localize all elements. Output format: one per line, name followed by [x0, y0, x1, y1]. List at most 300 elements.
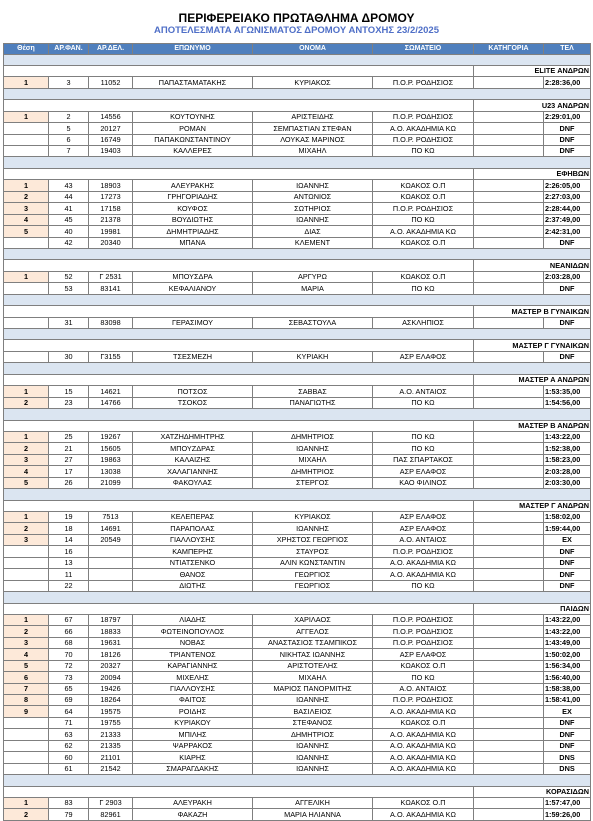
license-cell: 14556	[89, 111, 133, 122]
position-cell	[4, 317, 49, 328]
bib-cell: 5	[49, 123, 89, 134]
surname-cell: ΝΤΙΑΤΣΕΝΚΟ	[133, 557, 253, 568]
category-blank	[4, 340, 474, 351]
surname-cell: ΚΑΛΛΕΡΕΣ	[133, 146, 253, 157]
name-cell: ΚΥΡΙΑΚΟΣ	[253, 77, 373, 88]
surname-cell: ΤΣΟΚΟΣ	[133, 397, 253, 408]
bib-cell: 71	[49, 717, 89, 728]
category-cell	[474, 729, 544, 740]
club-cell: Α.Ο. ΑΝΤΑΙΟΣ	[373, 386, 474, 397]
time-cell: 2:03:30,00	[544, 477, 591, 488]
surname-cell: ΦΩΤΕΙΝΟΠΟΥΛΟΣ	[133, 626, 253, 637]
bib-cell: 26	[49, 477, 89, 488]
table-row	[4, 271, 591, 282]
category-cell	[474, 672, 544, 683]
name-cell: ΣΕΒΑΣΤΟΥΛΑ	[253, 317, 373, 328]
table-row	[4, 763, 591, 774]
results-table	[3, 43, 591, 821]
table-row	[4, 580, 591, 591]
surname-cell: ΡΟΜΑΝ	[133, 123, 253, 134]
position-cell: 1	[4, 797, 49, 808]
club-cell: Π.Ο.Ρ. ΡΟΔΗΣΙΟΣ	[373, 77, 474, 88]
bib-cell: 60	[49, 752, 89, 763]
time-cell: 2:26:05,00	[544, 180, 591, 191]
bib-cell: 22	[49, 580, 89, 591]
surname-cell: ΚΑΡΑΓΙΑΝΝΗΣ	[133, 660, 253, 671]
category-blank	[4, 500, 474, 511]
position-cell: 8	[4, 695, 49, 706]
category-blank	[4, 786, 474, 797]
license-cell: 11052	[89, 77, 133, 88]
club-cell: ΚΩΑΚΟΣ Ο.Π	[373, 191, 474, 202]
category-spacer	[4, 592, 591, 603]
category-blank	[4, 420, 474, 431]
position-cell: 3	[4, 637, 49, 648]
position-cell: 2	[4, 397, 49, 408]
position-cell: 5	[4, 226, 49, 237]
table-row	[4, 557, 591, 568]
club-cell: ΠΟ ΚΩ	[373, 283, 474, 294]
category-row	[4, 306, 591, 317]
name-cell: ΣΤΕΦΑΝΟΣ	[253, 717, 373, 728]
club-cell: Α.Ο. ΑΚΑΔΗΜΙΑ ΚΩ	[373, 569, 474, 580]
spacer-cell	[4, 54, 591, 65]
position-cell	[4, 729, 49, 740]
surname-cell: ΤΡΙΑΝΤΕΝΟΣ	[133, 649, 253, 660]
position-cell: 4	[4, 214, 49, 225]
category-cell	[474, 237, 544, 248]
time-cell: 1:43:22,00	[544, 614, 591, 625]
surname-cell: ΠΑΡΑΠΟΛΑΣ	[133, 523, 253, 534]
category-row	[4, 786, 591, 797]
page-subtitle: ΑΠΟΤΕΛΕΣΜΑΤΑ ΑΓΩΝΙΣΜΑΤΟΣ ΔΡΟΜΟΥ ΑΝΤΟΧΗΣ 23/2/2025	[154, 25, 439, 36]
time-cell: 1:57:47,00	[544, 797, 591, 808]
time-cell: 1:58:41,00	[544, 695, 591, 706]
license-cell: 17158	[89, 203, 133, 214]
spacer-cell	[4, 294, 591, 305]
category-cell	[474, 797, 544, 808]
table-row	[4, 134, 591, 145]
category-row	[4, 420, 591, 431]
name-cell: ΝΙΚΗΤΑΣ ΙΩΑΝΝΗΣ	[253, 649, 373, 660]
bib-cell: 42	[49, 237, 89, 248]
table-row	[4, 717, 591, 728]
club-cell: Π.Ο.Ρ. ΡΟΔΗΣΙΟΣ	[373, 203, 474, 214]
license-cell: 13038	[89, 466, 133, 477]
name-cell: ΣΕΜΠΑΣΤΙΑΝ ΣΤΕΦΑΝ	[253, 123, 373, 134]
name-cell: ΔΗΜΗΤΡΙΟΣ	[253, 729, 373, 740]
bib-cell: 43	[49, 180, 89, 191]
position-cell: 2	[4, 626, 49, 637]
time-cell: 2:27:03,00	[544, 191, 591, 202]
table-row	[4, 317, 591, 328]
surname-cell: ΠΟΤΣΟΣ	[133, 386, 253, 397]
club-cell: Π.Ο.Ρ. ΡΟΔΗΣΙΟΣ	[373, 626, 474, 637]
category-cell	[474, 191, 544, 202]
position-cell: 7	[4, 683, 49, 694]
position-cell: 5	[4, 660, 49, 671]
time-cell: DNF	[544, 557, 591, 568]
license-cell: 19755	[89, 717, 133, 728]
name-cell: ΜΑΡΙΟΣ ΠΑΝΟΡΜΙΤΗΣ	[253, 683, 373, 694]
table-row	[4, 386, 591, 397]
name-cell: ΔΙΑΣ	[253, 226, 373, 237]
time-cell: DNF	[544, 580, 591, 591]
category-label: ΠΑΙΔΩΝ	[474, 603, 591, 614]
spacer-cell	[4, 88, 591, 99]
category-cell	[474, 740, 544, 751]
bib-cell: 62	[49, 740, 89, 751]
bib-cell: 65	[49, 683, 89, 694]
category-label: U23 ΑΝΔΡΩΝ	[474, 100, 591, 111]
license-cell: 18797	[89, 614, 133, 625]
license-cell: 83141	[89, 283, 133, 294]
category-cell	[474, 683, 544, 694]
position-cell	[4, 763, 49, 774]
table-row	[4, 569, 591, 580]
category-cell	[474, 77, 544, 88]
table-row	[4, 614, 591, 625]
category-spacer	[4, 489, 591, 500]
surname-cell: ΜΠΟΥΖΔΡΑΣ	[133, 443, 253, 454]
name-cell: ΙΩΑΝΝΗΣ	[253, 752, 373, 763]
category-row	[4, 340, 591, 351]
position-cell: 1	[4, 180, 49, 191]
bib-cell: 45	[49, 214, 89, 225]
category-cell	[474, 111, 544, 122]
bib-cell: 69	[49, 695, 89, 706]
time-cell: 1:59:44,00	[544, 523, 591, 534]
category-spacer	[4, 363, 591, 374]
time-cell: DNS	[544, 763, 591, 774]
time-cell: 1:43:22,00	[544, 626, 591, 637]
surname-cell: ΜΠΟΥΣΔΡΑ	[133, 271, 253, 282]
category-cell	[474, 123, 544, 134]
bib-cell: 17	[49, 466, 89, 477]
category-cell	[474, 626, 544, 637]
category-cell	[474, 512, 544, 523]
license-cell: 18903	[89, 180, 133, 191]
time-cell: DNF	[544, 134, 591, 145]
table-row	[4, 672, 591, 683]
column-header-club: ΣΩΜΑΤΕΙΟ	[373, 44, 474, 55]
bib-cell: 61	[49, 763, 89, 774]
club-cell: Π.Ο.Ρ. ΡΟΔΗΣΙΟΣ	[373, 546, 474, 557]
table-header-row	[4, 44, 591, 55]
surname-cell: ΚΑΜΠΕΡΗΣ	[133, 546, 253, 557]
category-cell	[474, 180, 544, 191]
club-cell: ΚΑΟ ΦΙΛΙΝΟΣ	[373, 477, 474, 488]
table-row	[4, 123, 591, 134]
club-cell: ΠΟ ΚΩ	[373, 443, 474, 454]
column-header-license: ΑΡ.ΔΕΛ.	[89, 44, 133, 55]
position-cell: 9	[4, 706, 49, 717]
name-cell: ΚΥΡΙΑΚΗ	[253, 351, 373, 362]
name-cell: ΓΕΩΡΓΙΟΣ	[253, 569, 373, 580]
page-title: ΠΕΡΙΦΕΡΕΙΑΚΟ ΠΡΩΤΑΘΛΗΜΑ ΔΡΟΜΟΥ	[178, 11, 415, 25]
club-cell: ΠΑΣ ΣΠΑΡΤΑΚΟΣ	[373, 454, 474, 465]
table-row	[4, 683, 591, 694]
category-label: ΚΟΡΑΣΙΔΩΝ	[474, 786, 591, 797]
table-row	[4, 214, 591, 225]
license-cell: 21099	[89, 477, 133, 488]
position-cell: 5	[4, 477, 49, 488]
time-cell: 1:43:22,00	[544, 431, 591, 442]
license-cell: 21542	[89, 763, 133, 774]
category-spacer	[4, 88, 591, 99]
license-cell: 14621	[89, 386, 133, 397]
category-row	[4, 100, 591, 111]
category-cell	[474, 203, 544, 214]
club-cell: ΠΟ ΚΩ	[373, 580, 474, 591]
club-cell: ΑΣΚΛΗΠΙΟΣ	[373, 317, 474, 328]
category-label: ΜΑΣΤΕΡ Γ ΓΥΝΑΙΚΩΝ	[474, 340, 591, 351]
category-cell	[474, 226, 544, 237]
surname-cell: ΡΟΙΔΗΣ	[133, 706, 253, 717]
license-cell: 20127	[89, 123, 133, 134]
position-cell	[4, 752, 49, 763]
name-cell: ΣΑΒΒΑΣ	[253, 386, 373, 397]
time-cell: DNF	[544, 283, 591, 294]
license-cell: 18264	[89, 695, 133, 706]
category-blank	[4, 603, 474, 614]
category-cell	[474, 717, 544, 728]
table-row	[4, 397, 591, 408]
license-cell: 14766	[89, 397, 133, 408]
position-cell	[4, 134, 49, 145]
time-cell: DNF	[544, 717, 591, 728]
name-cell: ΙΩΑΝΝΗΣ	[253, 523, 373, 534]
position-cell: 3	[4, 454, 49, 465]
position-cell: 2	[4, 523, 49, 534]
bib-cell: 31	[49, 317, 89, 328]
name-cell: ΜΑΡΙΑ ΗΛΙΑΝΝΑ	[253, 809, 373, 820]
surname-cell: ΨΑΡΡΑΚΟΣ	[133, 740, 253, 751]
category-label: ΜΑΣΤΕΡ Α ΑΝΔΡΩΝ	[474, 374, 591, 385]
category-spacer	[4, 409, 591, 420]
category-cell	[474, 431, 544, 442]
category-spacer	[4, 775, 591, 786]
club-cell: ΑΣΡ ΕΛΑΦΟΣ	[373, 649, 474, 660]
bib-cell: 63	[49, 729, 89, 740]
club-cell: ΚΩΑΚΟΣ Ο.Π	[373, 660, 474, 671]
table-row	[4, 203, 591, 214]
bib-cell: 13	[49, 557, 89, 568]
surname-cell: ΧΑΤΖΗΔΗΜΗΤΡΗΣ	[133, 431, 253, 442]
surname-cell: ΚΕΛΕΠΕΡΑΣ	[133, 512, 253, 523]
category-blank	[4, 168, 474, 179]
surname-cell: ΚΑΛΑΙΖΗΣ	[133, 454, 253, 465]
license-cell: 83098	[89, 317, 133, 328]
category-cell	[474, 649, 544, 660]
table-row	[4, 226, 591, 237]
time-cell: 1:56:34,00	[544, 660, 591, 671]
club-cell: ΑΣΡ ΕΛΑΦΟΣ	[373, 512, 474, 523]
time-cell: DNS	[544, 752, 591, 763]
license-cell: 7513	[89, 512, 133, 523]
table-row	[4, 111, 591, 122]
time-cell: 2:42:31,00	[544, 226, 591, 237]
category-cell	[474, 443, 544, 454]
license-cell	[89, 569, 133, 580]
license-cell: 19403	[89, 146, 133, 157]
table-row	[4, 191, 591, 202]
bib-cell: 23	[49, 397, 89, 408]
license-cell: 21333	[89, 729, 133, 740]
position-cell	[4, 717, 49, 728]
time-cell: DNF	[544, 351, 591, 362]
table-row	[4, 466, 591, 477]
category-blank	[4, 65, 474, 76]
category-label: ELITE ΑΝΔΡΩΝ	[474, 65, 591, 76]
name-cell: ΚΛΕΜΕΝΤ	[253, 237, 373, 248]
license-cell: 15605	[89, 443, 133, 454]
category-cell	[474, 271, 544, 282]
license-cell: 19863	[89, 454, 133, 465]
name-cell: ΙΩΑΝΝΗΣ	[253, 214, 373, 225]
position-cell: 1	[4, 77, 49, 88]
column-header-name: ΟΝΟΜΑ	[253, 44, 373, 55]
category-cell	[474, 214, 544, 225]
surname-cell: ΘΑΝΟΣ	[133, 569, 253, 580]
surname-cell: ΦΑΙΤΟΣ	[133, 695, 253, 706]
time-cell: 1:58:38,00	[544, 683, 591, 694]
time-cell: 1:58:23,00	[544, 454, 591, 465]
position-cell: 2	[4, 443, 49, 454]
name-cell: ΛΟΥΚΑΣ ΜΑΡΙΝΟΣ	[253, 134, 373, 145]
category-cell	[474, 695, 544, 706]
category-cell	[474, 580, 544, 591]
table-row	[4, 740, 591, 751]
position-cell	[4, 580, 49, 591]
column-header-time: ΤΕΛ	[544, 44, 591, 55]
time-cell: 2:28:36,00	[544, 77, 591, 88]
bib-cell: 52	[49, 271, 89, 282]
name-cell: ΓΕΩΡΓΙΟΣ	[253, 580, 373, 591]
club-cell: Α.Ο. ΑΚΑΔΗΜΙΑ ΚΩ	[373, 809, 474, 820]
bib-cell: 68	[49, 637, 89, 648]
spacer-cell	[4, 592, 591, 603]
license-cell	[89, 580, 133, 591]
license-cell: 21378	[89, 214, 133, 225]
category-label: ΕΦΗΒΩΝ	[474, 168, 591, 179]
category-label: ΜΑΣΤΕΡ Γ ΑΝΔΡΩΝ	[474, 500, 591, 511]
name-cell: ΙΩΑΝΝΗΣ	[253, 443, 373, 454]
position-cell: 1	[4, 271, 49, 282]
table-row	[4, 180, 591, 191]
column-header-category: ΚΑΤΗΓΟΡΙΑ	[474, 44, 544, 55]
surname-cell: ΒΟΥΔΙΩΤΗΣ	[133, 214, 253, 225]
license-cell: 20340	[89, 237, 133, 248]
club-cell: Π.Ο.Ρ. ΡΟΔΗΣΙΟΣ	[373, 134, 474, 145]
category-spacer	[4, 157, 591, 168]
name-cell: ΣΤΑΥΡΟΣ	[253, 546, 373, 557]
table-row	[4, 649, 591, 660]
category-cell	[474, 146, 544, 157]
category-cell	[474, 637, 544, 648]
category-cell	[474, 546, 544, 557]
bib-cell: 18	[49, 523, 89, 534]
position-cell: 1	[4, 386, 49, 397]
category-row	[4, 374, 591, 385]
time-cell: DNF	[544, 569, 591, 580]
position-cell	[4, 546, 49, 557]
club-cell: ΠΟ ΚΩ	[373, 146, 474, 157]
bib-cell: 11	[49, 569, 89, 580]
license-cell: 21101	[89, 752, 133, 763]
position-cell	[4, 557, 49, 568]
club-cell: Α.Ο. ΑΚΑΔΗΜΙΑ ΚΩ	[373, 557, 474, 568]
category-cell	[474, 660, 544, 671]
category-cell	[474, 477, 544, 488]
bib-cell: 27	[49, 454, 89, 465]
surname-cell: ΚΕΦΑΛΙΑΝΟΥ	[133, 283, 253, 294]
category-cell	[474, 386, 544, 397]
table-row	[4, 523, 591, 534]
bib-cell: 2	[49, 111, 89, 122]
bib-cell: 40	[49, 226, 89, 237]
category-blank	[4, 260, 474, 271]
table-row	[4, 431, 591, 442]
bib-cell: 7	[49, 146, 89, 157]
name-cell: ΑΡΙΣΤΕΙΔΗΣ	[253, 111, 373, 122]
category-cell	[474, 569, 544, 580]
time-cell: 1:50:02,00	[544, 649, 591, 660]
bib-cell: 66	[49, 626, 89, 637]
club-cell: Α.Ο. ΑΚΑΔΗΜΙΑ ΚΩ	[373, 740, 474, 751]
category-cell	[474, 523, 544, 534]
club-cell: Π.Ο.Ρ. ΡΟΔΗΣΙΟΣ	[373, 111, 474, 122]
name-cell: ΜΙΧΑΗΛ	[253, 454, 373, 465]
position-cell: 2	[4, 809, 49, 820]
category-row	[4, 603, 591, 614]
table-row	[4, 706, 591, 717]
table-row	[4, 695, 591, 706]
category-cell	[474, 466, 544, 477]
club-cell: ΚΩΑΚΟΣ Ο.Π	[373, 797, 474, 808]
position-cell: 6	[4, 672, 49, 683]
category-spacer	[4, 54, 591, 65]
category-cell	[474, 557, 544, 568]
name-cell: ΒΑΣΙΛΕΙΟΣ	[253, 706, 373, 717]
position-cell	[4, 146, 49, 157]
table-row	[4, 809, 591, 820]
table-row	[4, 546, 591, 557]
club-cell: Π.Ο.Ρ. ΡΟΔΗΣΙΟΣ	[373, 695, 474, 706]
table-row	[4, 660, 591, 671]
spacer-cell	[4, 409, 591, 420]
time-cell: DNF	[544, 237, 591, 248]
spacer-cell	[4, 363, 591, 374]
category-row	[4, 65, 591, 76]
surname-cell: ΔΗΜΗΤΡΙΑΔΗΣ	[133, 226, 253, 237]
column-header-bib: ΑΡ.ΦΑΝ.	[49, 44, 89, 55]
name-cell: ΙΩΑΝΝΗΣ	[253, 740, 373, 751]
name-cell: ΑΡΙΣΤΟΤΕΛΗΣ	[253, 660, 373, 671]
club-cell: ΠΟ ΚΩ	[373, 431, 474, 442]
time-cell: DNF	[544, 729, 591, 740]
license-cell: 82961	[89, 809, 133, 820]
position-cell: 4	[4, 649, 49, 660]
bib-cell: 16	[49, 546, 89, 557]
table-row	[4, 797, 591, 808]
position-cell: 3	[4, 534, 49, 545]
license-cell: 18833	[89, 626, 133, 637]
surname-cell: ΚΥΡΙΑΚΟΥ	[133, 717, 253, 728]
position-cell	[4, 123, 49, 134]
club-cell: Α.Ο. ΑΚΑΔΗΜΙΑ ΚΩ	[373, 763, 474, 774]
time-cell: 2:29:01,00	[544, 111, 591, 122]
